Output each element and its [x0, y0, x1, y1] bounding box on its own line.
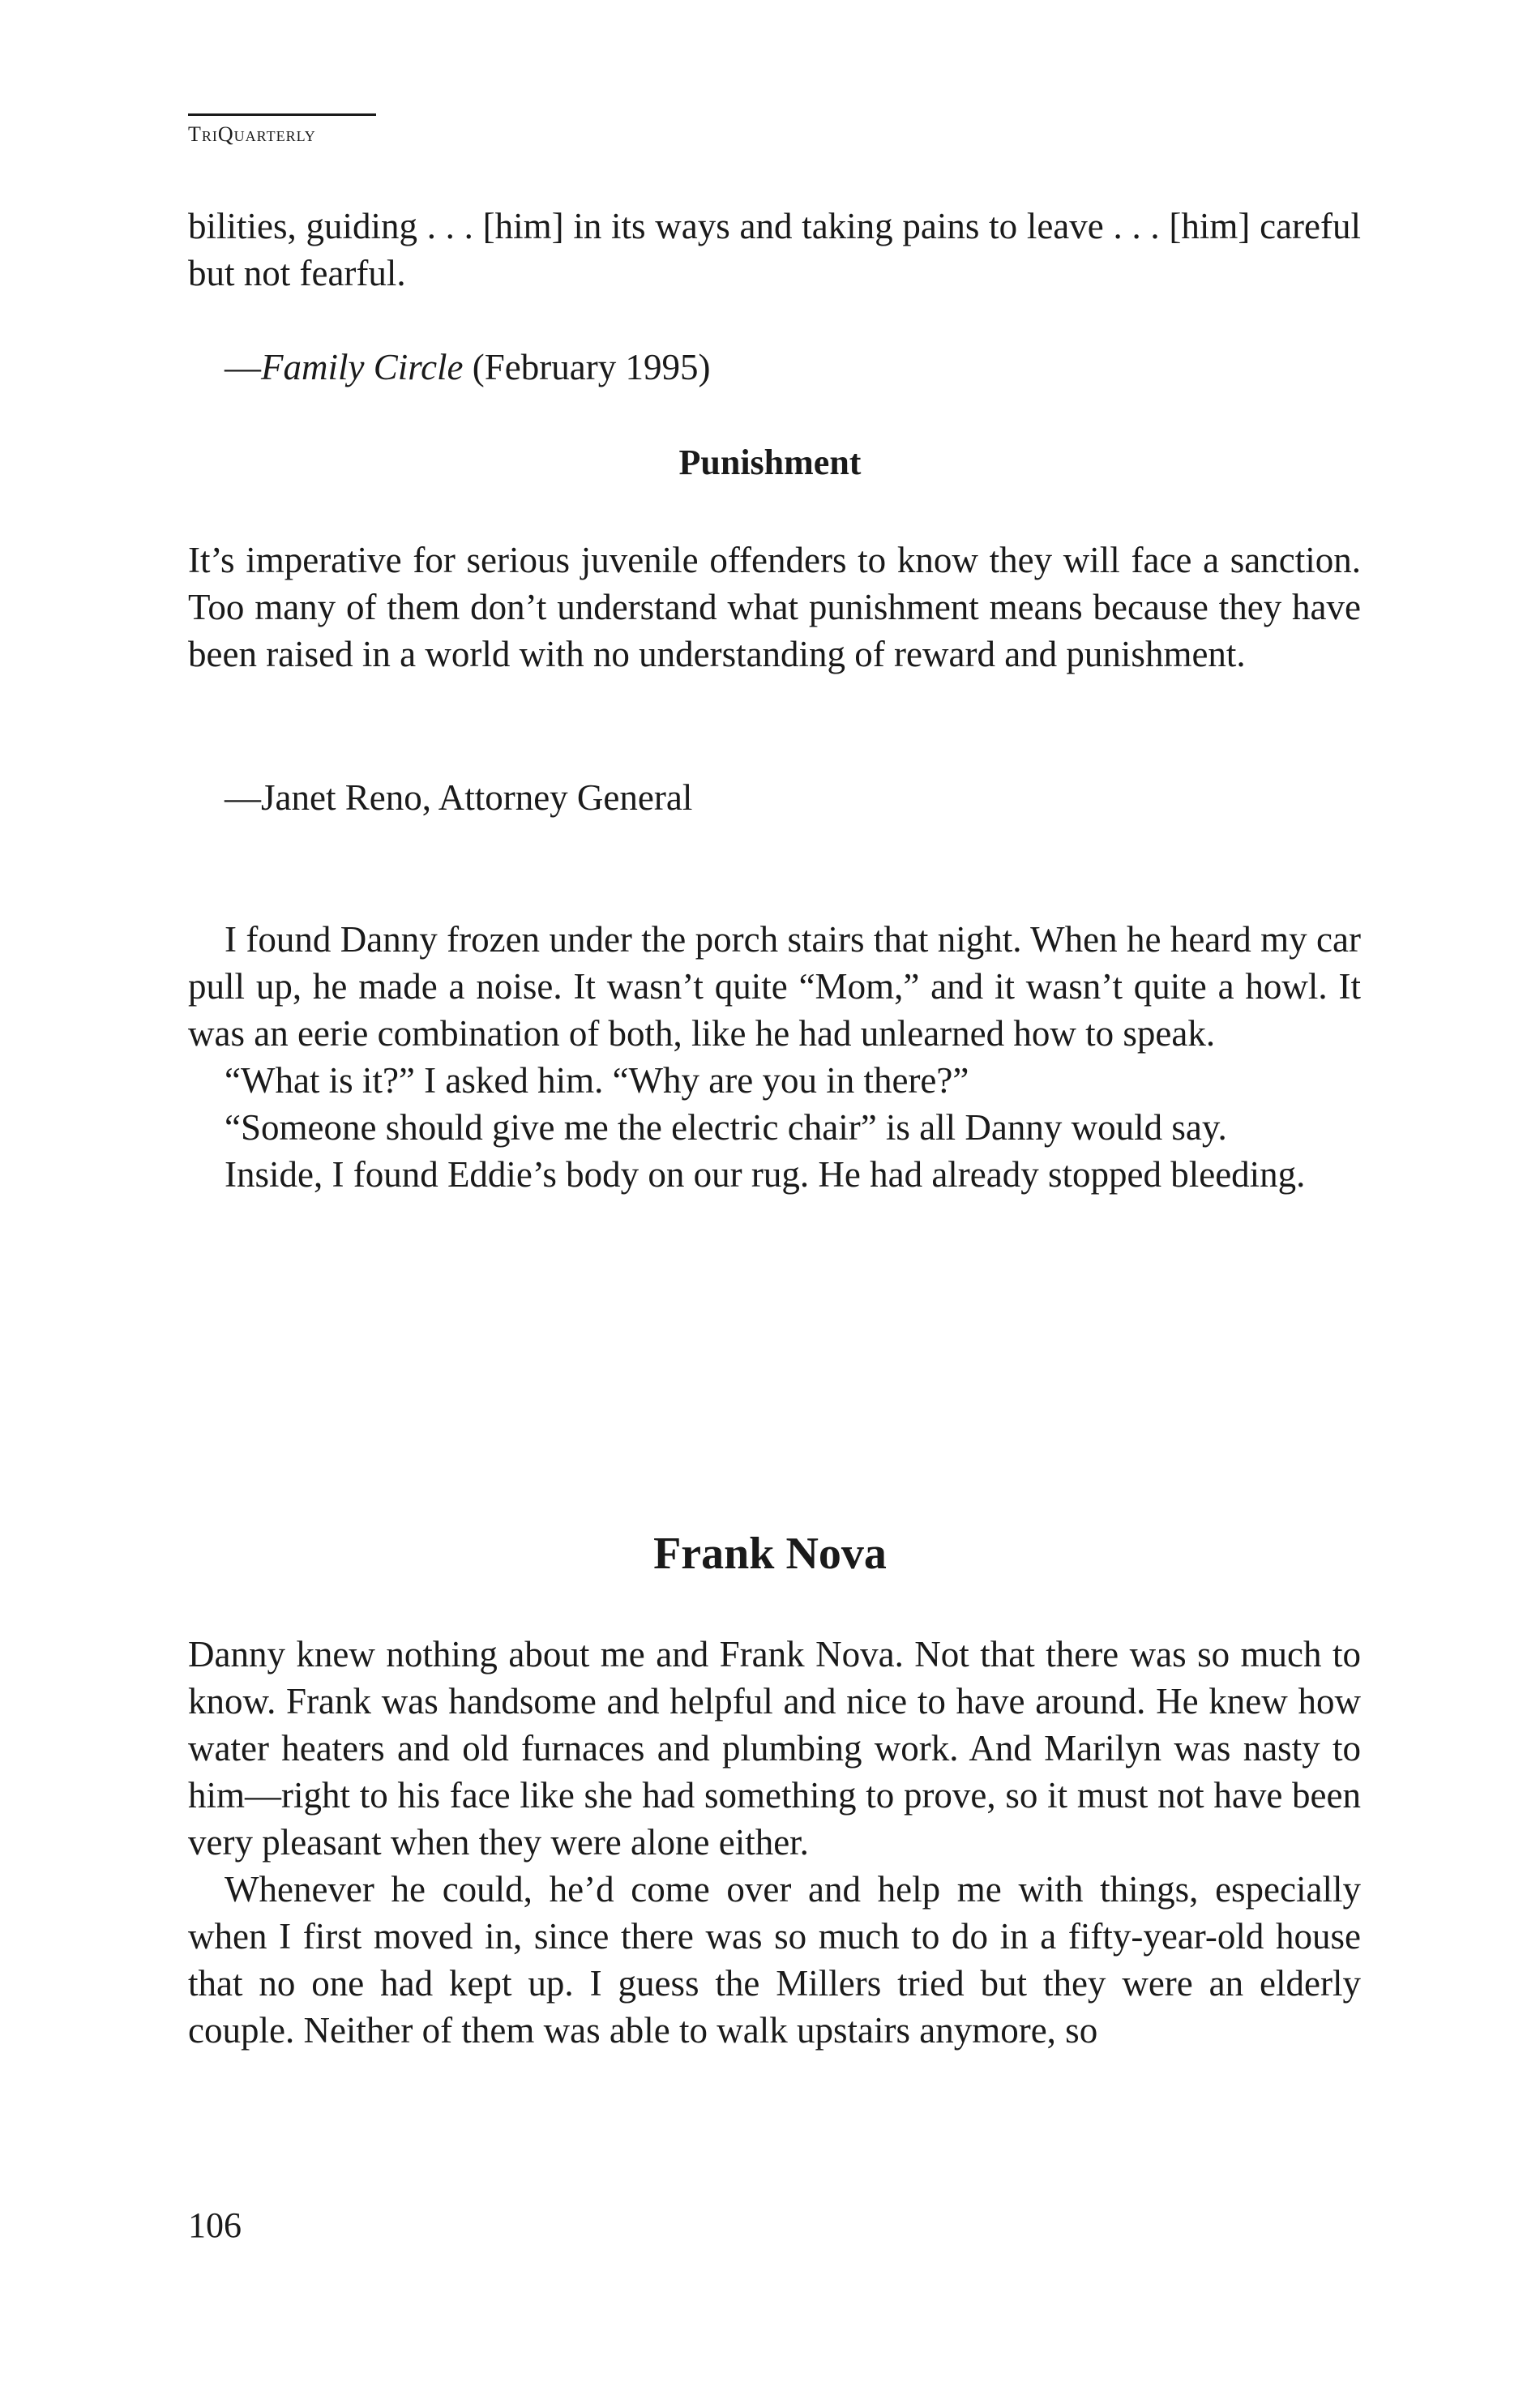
attribution-source: Family Circle	[261, 347, 464, 387]
section-heading-punishment: Punishment	[678, 443, 862, 482]
epigraph-text: bilities, guiding . . . [him] in its ways and taking pains to leave . . . [him] careful but not fearful.	[188, 206, 1361, 293]
story-passage-1	[188, 916, 1361, 1198]
paragraph: “Someone should give me the electric chair” is all Danny would say.	[225, 1107, 1227, 1148]
paragraph: Whenever he could, he’d come over and help me with things, especially when I first moved in, since there was so much to do in a fifty-year-old house that no one had kept up. I guess the Millers tried but they were an elderly couple. Neither of them was able to walk upstairs anymore, so	[188, 1869, 1361, 2051]
epigraph-attribution: —Family Circle (February 1995)	[225, 347, 711, 387]
story-passage-2	[188, 1631, 1361, 2054]
running-head: TriQuarterly	[188, 113, 376, 147]
paragraph: I found Danny frozen under the porch stairs that night. When he heard my car pull up, he made a noise. It wasn’t quite “Mom,” and it wasn’t quite a howl. It was an eerie combination of both, like he had unlearned how to speak.	[188, 919, 1361, 1054]
epigraph-attribution: —Janet Reno, Attorney General	[225, 777, 693, 818]
page-number: 106	[188, 2205, 242, 2245]
epigraph-text: It’s imperative for serious juvenile offenders to know they will face a sanction. Too many of them don’t understand what punishment means because they have been raised in a world with no understanding of reward and punishment.	[188, 540, 1361, 674]
section-heading-frank-nova: Frank Nova	[653, 1529, 887, 1579]
epigraph-family-circle	[188, 203, 1361, 297]
paragraph: Danny knew nothing about me and Frank Nova. Not that there was so much to know. Frank was handsome and helpful and nice to have around. He knew how water heaters and old furnaces and plumbing work. And Marilyn was nasty to him—right to his face like she had something to prove, so it must not have been very pleasant when they were alone either.	[188, 1634, 1361, 1863]
paragraph: “What is it?” I asked him. “Why are you in there?”	[225, 1060, 969, 1101]
paragraph: Inside, I found Eddie’s body on our rug. He had already stopped bleeding.	[225, 1154, 1306, 1195]
epigraph-reno	[188, 537, 1361, 678]
